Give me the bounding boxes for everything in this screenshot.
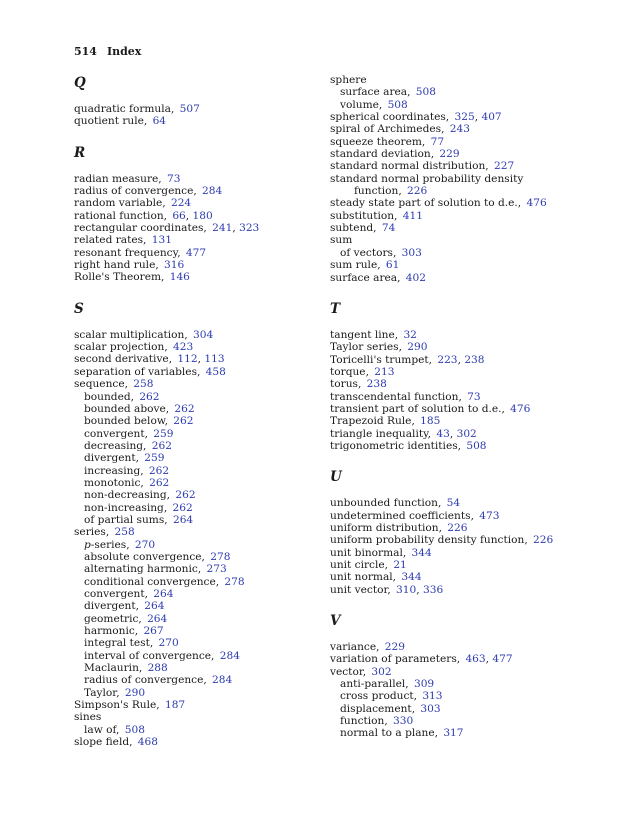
page-link[interactable]: 303	[420, 702, 441, 715]
page-link[interactable]: 264	[153, 588, 174, 600]
entry-term: standard deviation,	[330, 148, 435, 161]
index-subentry	[330, 99, 605, 111]
page-link[interactable]: 77	[430, 135, 445, 148]
page-link[interactable]: 344	[411, 546, 432, 559]
index-entry	[330, 173, 605, 185]
entry-term: surface area,	[330, 271, 401, 284]
page-link[interactable]: 223	[437, 353, 458, 366]
index-subentry	[74, 452, 349, 464]
index-entry	[74, 247, 349, 259]
entry-term: increasing,	[84, 464, 144, 477]
page-link[interactable]: 64	[152, 115, 167, 128]
entry-term: bounded,	[84, 390, 135, 403]
entry-term: right hand rule,	[74, 259, 159, 272]
page-link[interactable]: 262	[175, 489, 196, 502]
index-entry	[74, 366, 349, 378]
index-subentry	[74, 600, 349, 612]
index-subentry	[74, 440, 349, 452]
running-head	[74, 45, 141, 58]
index-entry	[330, 136, 605, 148]
page-link[interactable]: 229	[439, 148, 460, 161]
index-entry	[74, 115, 349, 127]
entry-term: uniform probability density function,	[330, 534, 528, 547]
page-link[interactable]: 302	[456, 427, 477, 440]
index-entry	[74, 329, 349, 341]
page-link[interactable]: 258	[133, 378, 154, 391]
index-entry	[330, 111, 605, 123]
index-subentry	[330, 715, 605, 727]
index-entry	[74, 271, 349, 283]
entry-term: unit normal,	[330, 571, 397, 584]
entry-term: law of,	[84, 723, 120, 736]
index-entry	[74, 173, 349, 185]
index-entry	[74, 711, 349, 723]
page-link[interactable]: 267	[143, 625, 164, 638]
index-entry	[330, 354, 605, 366]
page-separator: ,	[474, 111, 482, 124]
page-title: Index	[106, 45, 142, 58]
page-link[interactable]: 310	[396, 583, 417, 596]
page-link[interactable]: 243	[449, 123, 470, 136]
entry-term: surface area,	[340, 86, 411, 99]
entry-term: sines	[74, 711, 102, 724]
index-entry	[74, 736, 349, 748]
index-entry	[330, 559, 605, 571]
index-subentry	[74, 576, 349, 588]
page-link[interactable]: 226	[407, 185, 428, 198]
index-entry	[330, 272, 605, 284]
section-letter-u: U	[330, 469, 342, 486]
index-subentry	[74, 613, 349, 625]
page-link[interactable]: 284	[219, 649, 240, 662]
page-link[interactable]: 262	[173, 415, 194, 428]
entry-term: bounded below,	[84, 415, 168, 428]
index-subentry	[74, 391, 349, 403]
entry-term: sphere	[330, 74, 367, 86]
entry-term: sequence,	[74, 378, 128, 391]
entry-term: second derivative,	[74, 353, 173, 366]
index-entry	[74, 103, 349, 115]
page-link[interactable]: 270	[134, 538, 156, 551]
page-link[interactable]: 259	[153, 427, 174, 440]
entry-term: transient part of solution to d.e.,	[330, 402, 505, 415]
index-subentry	[330, 727, 605, 739]
page-link[interactable]: 278	[224, 575, 245, 588]
page-link[interactable]: 323	[239, 222, 260, 235]
page-link[interactable]: 226	[447, 521, 468, 534]
page-link[interactable]: 508	[124, 723, 145, 736]
entry-term: of vectors,	[340, 246, 397, 259]
page-link[interactable]: 74	[381, 222, 396, 235]
entry-term: scalar projection,	[74, 341, 168, 354]
entry-term: unbounded function,	[330, 497, 442, 510]
index-entry	[330, 259, 605, 271]
page-number: 514	[74, 45, 97, 58]
entry-term: triangle inequality,	[330, 427, 432, 440]
page-link[interactable]: 264	[147, 612, 168, 625]
entry-term: divergent,	[84, 452, 139, 465]
index-column-left	[74, 74, 349, 748]
index-entry	[330, 641, 605, 653]
page-link[interactable]: 238	[464, 353, 485, 366]
entry-term: substitution,	[330, 209, 398, 222]
index-entry	[330, 534, 605, 546]
page-link[interactable]: 278	[210, 550, 231, 563]
index-entry	[330, 197, 605, 209]
page-link[interactable]: 317	[443, 727, 464, 740]
entry-term: Simpson's Rule,	[74, 699, 160, 712]
entry-term: scalar multiplication,	[74, 328, 188, 341]
page-link[interactable]: 73	[166, 172, 181, 185]
page-link[interactable]: 238	[366, 378, 387, 391]
entry-term: Trapezoid Rule,	[330, 415, 415, 428]
page-link[interactable]: 262	[172, 501, 193, 514]
page-link[interactable]: 468	[137, 736, 159, 749]
index-entry	[74, 185, 349, 197]
page-link[interactable]: 262	[174, 402, 195, 415]
section-letter-q: Q	[74, 75, 86, 91]
page-link[interactable]: 54	[446, 497, 461, 510]
entry-term: torus,	[330, 378, 362, 391]
page-link[interactable]: 43	[436, 427, 450, 440]
index-entry	[330, 428, 605, 440]
entry-term: geometric,	[84, 612, 142, 625]
entry-term: anti-parallel,	[340, 678, 409, 691]
index-subentry	[74, 551, 349, 563]
page-link[interactable]: 477	[185, 246, 207, 259]
entry-term: standard normal probability density	[330, 172, 524, 185]
index-entry	[74, 526, 349, 538]
page-separator: ,	[485, 653, 493, 666]
page-separator: ,	[197, 353, 205, 366]
section-letter-v: V	[330, 613, 341, 630]
entry-term: volume,	[340, 98, 383, 111]
page-link[interactable]: 259	[144, 452, 165, 465]
entry-term: slope field,	[74, 736, 133, 749]
entry-term: harmonic,	[84, 625, 139, 638]
page-link[interactable]: 303	[401, 246, 422, 259]
page-link[interactable]: 476	[526, 197, 547, 210]
index-entry	[330, 571, 605, 583]
entry-term: convergent,	[84, 427, 148, 440]
index-subentry	[330, 185, 605, 197]
page-link[interactable]: 61	[385, 259, 400, 272]
entry-term: non-increasing,	[84, 501, 168, 514]
page-separator: ,	[232, 222, 240, 235]
section-letter-s: S	[74, 300, 84, 317]
page-link[interactable]: 226	[533, 534, 554, 547]
entry-term: monotonic,	[84, 476, 144, 489]
entry-term: radian measure,	[74, 172, 162, 185]
index-entry	[330, 653, 605, 665]
index-entry	[330, 497, 605, 509]
page-link[interactable]: 262	[151, 439, 172, 452]
entry-term: tangent line,	[330, 328, 399, 341]
entry-term: vector,	[330, 665, 367, 678]
entry-term: squeeze theorem,	[330, 135, 426, 148]
index-entry	[74, 259, 349, 271]
index-entry	[74, 353, 349, 365]
page-link[interactable]: 284	[212, 674, 233, 687]
page-link[interactable]: 262	[139, 390, 160, 403]
entry-term: rectangular coordinates,	[74, 222, 207, 235]
page-link[interactable]: 508	[466, 439, 487, 452]
entry-term: displacement,	[340, 702, 416, 715]
page-link[interactable]: 463	[465, 653, 486, 666]
page-link[interactable]: 241	[212, 222, 233, 235]
index-entry	[330, 415, 605, 427]
page-link[interactable]: 473	[479, 509, 500, 522]
page-link[interactable]: 290	[407, 341, 428, 354]
index-entry	[330, 378, 605, 390]
index-subentry	[74, 465, 349, 477]
entry-term: separation of variables,	[74, 365, 201, 378]
entry-term: p-series,	[84, 538, 130, 551]
index-subentry	[74, 662, 349, 674]
page-link[interactable]: 32	[403, 328, 417, 341]
page-link[interactable]: 264	[172, 513, 194, 526]
entry-term: divergent,	[84, 600, 139, 613]
entry-term: unit circle,	[330, 559, 389, 571]
page-link[interactable]: 304	[193, 328, 214, 341]
entry-term: of partial sums,	[84, 513, 168, 526]
index-subentry	[330, 678, 605, 690]
index-entry	[74, 197, 349, 209]
entry-term: Rolle's Theorem,	[74, 271, 165, 284]
entry-term: sum rule,	[330, 259, 381, 272]
index-subentry	[74, 588, 349, 600]
index-subentry	[74, 625, 349, 637]
entry-term: integral test,	[84, 637, 154, 650]
index-entry	[330, 522, 605, 534]
entry-term: spiral of Archimedes,	[330, 123, 445, 136]
entry-term: spherical coordinates,	[330, 111, 450, 124]
index-entry	[330, 222, 605, 234]
page-separator: ,	[416, 583, 424, 596]
page-link[interactable]: 316	[164, 259, 185, 272]
index-entry	[74, 341, 349, 353]
page-link[interactable]: 288	[147, 662, 168, 675]
entry-term: variance,	[330, 641, 380, 654]
entry-term: cross product,	[340, 690, 418, 703]
entry-term: series,	[74, 526, 110, 539]
page-link[interactable]: 477	[492, 653, 513, 666]
entry-term: function,	[340, 715, 388, 728]
index-entry	[330, 510, 605, 522]
page-link[interactable]: 273	[206, 563, 227, 576]
entry-term: resonant frequency,	[74, 246, 181, 259]
page-link[interactable]: 330	[393, 715, 414, 728]
index-entry	[330, 547, 605, 559]
entry-term: Toricelli's trumpet,	[330, 353, 433, 366]
page-link[interactable]: 458	[205, 365, 226, 378]
index-entry	[74, 234, 349, 246]
index-entry	[330, 210, 605, 222]
index-entry	[330, 74, 605, 86]
index-entry	[74, 222, 349, 234]
page-link[interactable]: 113	[204, 353, 225, 366]
page-link[interactable]: 224	[170, 197, 192, 210]
page-link[interactable]: 476	[510, 402, 531, 415]
page-link[interactable]: 73	[467, 390, 481, 403]
entry-term: radius of convergence,	[84, 674, 207, 687]
page-link[interactable]: 187	[164, 699, 186, 712]
page-link[interactable]: 290	[124, 686, 146, 699]
entry-term: related rates,	[74, 234, 147, 247]
page-link[interactable]: 146	[169, 271, 190, 284]
index-entry	[330, 666, 605, 678]
index-subentry	[74, 637, 349, 649]
entry-term: function,	[354, 185, 402, 198]
page-link[interactable]: 302	[371, 665, 392, 678]
page-link[interactable]: 262	[149, 476, 170, 489]
entry-term: Taylor series,	[330, 341, 402, 354]
index-entry	[330, 123, 605, 135]
entry-term: standard normal distribution,	[330, 160, 489, 173]
entry-term: quotient rule,	[74, 115, 148, 128]
entry-term: rational function,	[74, 209, 168, 222]
page-separator: ,	[185, 209, 193, 222]
entry-term: quadratic formula,	[74, 103, 175, 115]
page-link[interactable]: 411	[402, 209, 423, 222]
page-link[interactable]: 264	[144, 600, 165, 613]
index-subentry	[74, 539, 349, 551]
entry-term: interval of convergence,	[84, 649, 215, 662]
entry-term: Maclaurin,	[84, 662, 143, 675]
page-link[interactable]: 309	[413, 678, 435, 691]
entry-term: undetermined coefficients,	[330, 509, 474, 522]
index-subentry	[330, 247, 605, 259]
index-subentry	[74, 563, 349, 575]
index-entry	[330, 234, 605, 246]
index-entry	[330, 160, 605, 172]
page-link[interactable]: 227	[493, 160, 515, 173]
entry-term: torque,	[330, 365, 369, 378]
index-subentry	[74, 502, 349, 514]
index-entry	[330, 584, 605, 596]
entry-term: Taylor,	[84, 686, 120, 699]
index-subentry	[74, 687, 349, 699]
index-entry	[330, 403, 605, 415]
page-link[interactable]: 325	[454, 111, 475, 124]
entry-term: subtend,	[330, 222, 377, 235]
page-separator: ,	[457, 353, 465, 366]
index-subentry	[74, 403, 349, 415]
entry-term: uniform distribution,	[330, 521, 442, 534]
entry-term: bounded above,	[84, 402, 170, 415]
index-entry	[330, 391, 605, 403]
index-entry	[74, 699, 349, 711]
index-subentry	[74, 415, 349, 427]
entry-term: sum	[330, 234, 353, 247]
entry-term: transcendental function,	[330, 390, 462, 403]
page-link[interactable]: 262	[148, 464, 170, 477]
entry-term: conditional convergence,	[84, 575, 220, 588]
entry-term: random variable,	[74, 197, 166, 210]
page-link[interactable]: 407	[481, 111, 502, 124]
index-subentry	[74, 674, 349, 686]
index-subentry	[74, 650, 349, 662]
page-link[interactable]: 180	[192, 209, 213, 222]
page-link[interactable]: 66	[172, 209, 186, 222]
page-link[interactable]: 131	[151, 234, 172, 247]
index-subentry	[74, 477, 349, 489]
page-link[interactable]: 508	[415, 86, 436, 99]
index-subentry	[330, 703, 605, 715]
page-separator: ,	[449, 427, 457, 440]
page-link[interactable]: 284	[202, 185, 223, 198]
section-letter-t: T	[330, 300, 341, 317]
entry-term: normal to a plane,	[340, 727, 439, 740]
entry-term: convergent,	[84, 588, 148, 600]
page-link[interactable]: 336	[423, 583, 444, 596]
page-link[interactable]: 402	[405, 271, 426, 284]
entry-term: unit binormal,	[330, 546, 407, 559]
page-link[interactable]: 213	[374, 365, 395, 378]
index-subentry	[74, 514, 349, 526]
index-entry	[330, 440, 605, 452]
entry-term: alternating harmonic,	[84, 563, 202, 576]
index-subentry	[330, 86, 605, 98]
section-letter-r: R	[74, 144, 86, 161]
index-entry	[74, 378, 349, 390]
entry-term: non-decreasing,	[84, 489, 171, 502]
index-entry	[330, 329, 605, 341]
index-subentry	[74, 428, 349, 440]
entry-term: absolute convergence,	[84, 550, 205, 563]
index-entry	[330, 366, 605, 378]
entry-term: steady state part of solution to d.e.,	[330, 197, 522, 210]
page-link[interactable]: 313	[422, 690, 443, 703]
index-subentry	[330, 690, 605, 702]
entry-term: trigonometric identities,	[330, 439, 462, 452]
page-link[interactable]: 21	[393, 559, 407, 571]
page-link[interactable]: 270	[158, 637, 179, 650]
index-subentry	[74, 724, 349, 736]
index-entry	[74, 210, 349, 222]
page-link[interactable]: 423	[173, 341, 194, 354]
page-link[interactable]: 112	[177, 353, 198, 366]
page-link[interactable]: 185	[420, 415, 441, 428]
index-entry	[330, 148, 605, 160]
index-entry	[330, 341, 605, 353]
entry-term: radius of convergence,	[74, 185, 197, 198]
page-link[interactable]: 229	[384, 641, 405, 654]
page-link[interactable]: 344	[401, 571, 422, 584]
entry-term: unit vector,	[330, 583, 391, 596]
index-column-right	[330, 74, 605, 740]
page-link[interactable]: 508	[387, 98, 408, 111]
index-subentry	[74, 489, 349, 501]
page-link[interactable]: 507	[179, 103, 200, 115]
entry-term: variation of parameters,	[330, 653, 461, 666]
entry-term: decreasing,	[84, 439, 147, 452]
page-link[interactable]: 258	[114, 526, 135, 539]
